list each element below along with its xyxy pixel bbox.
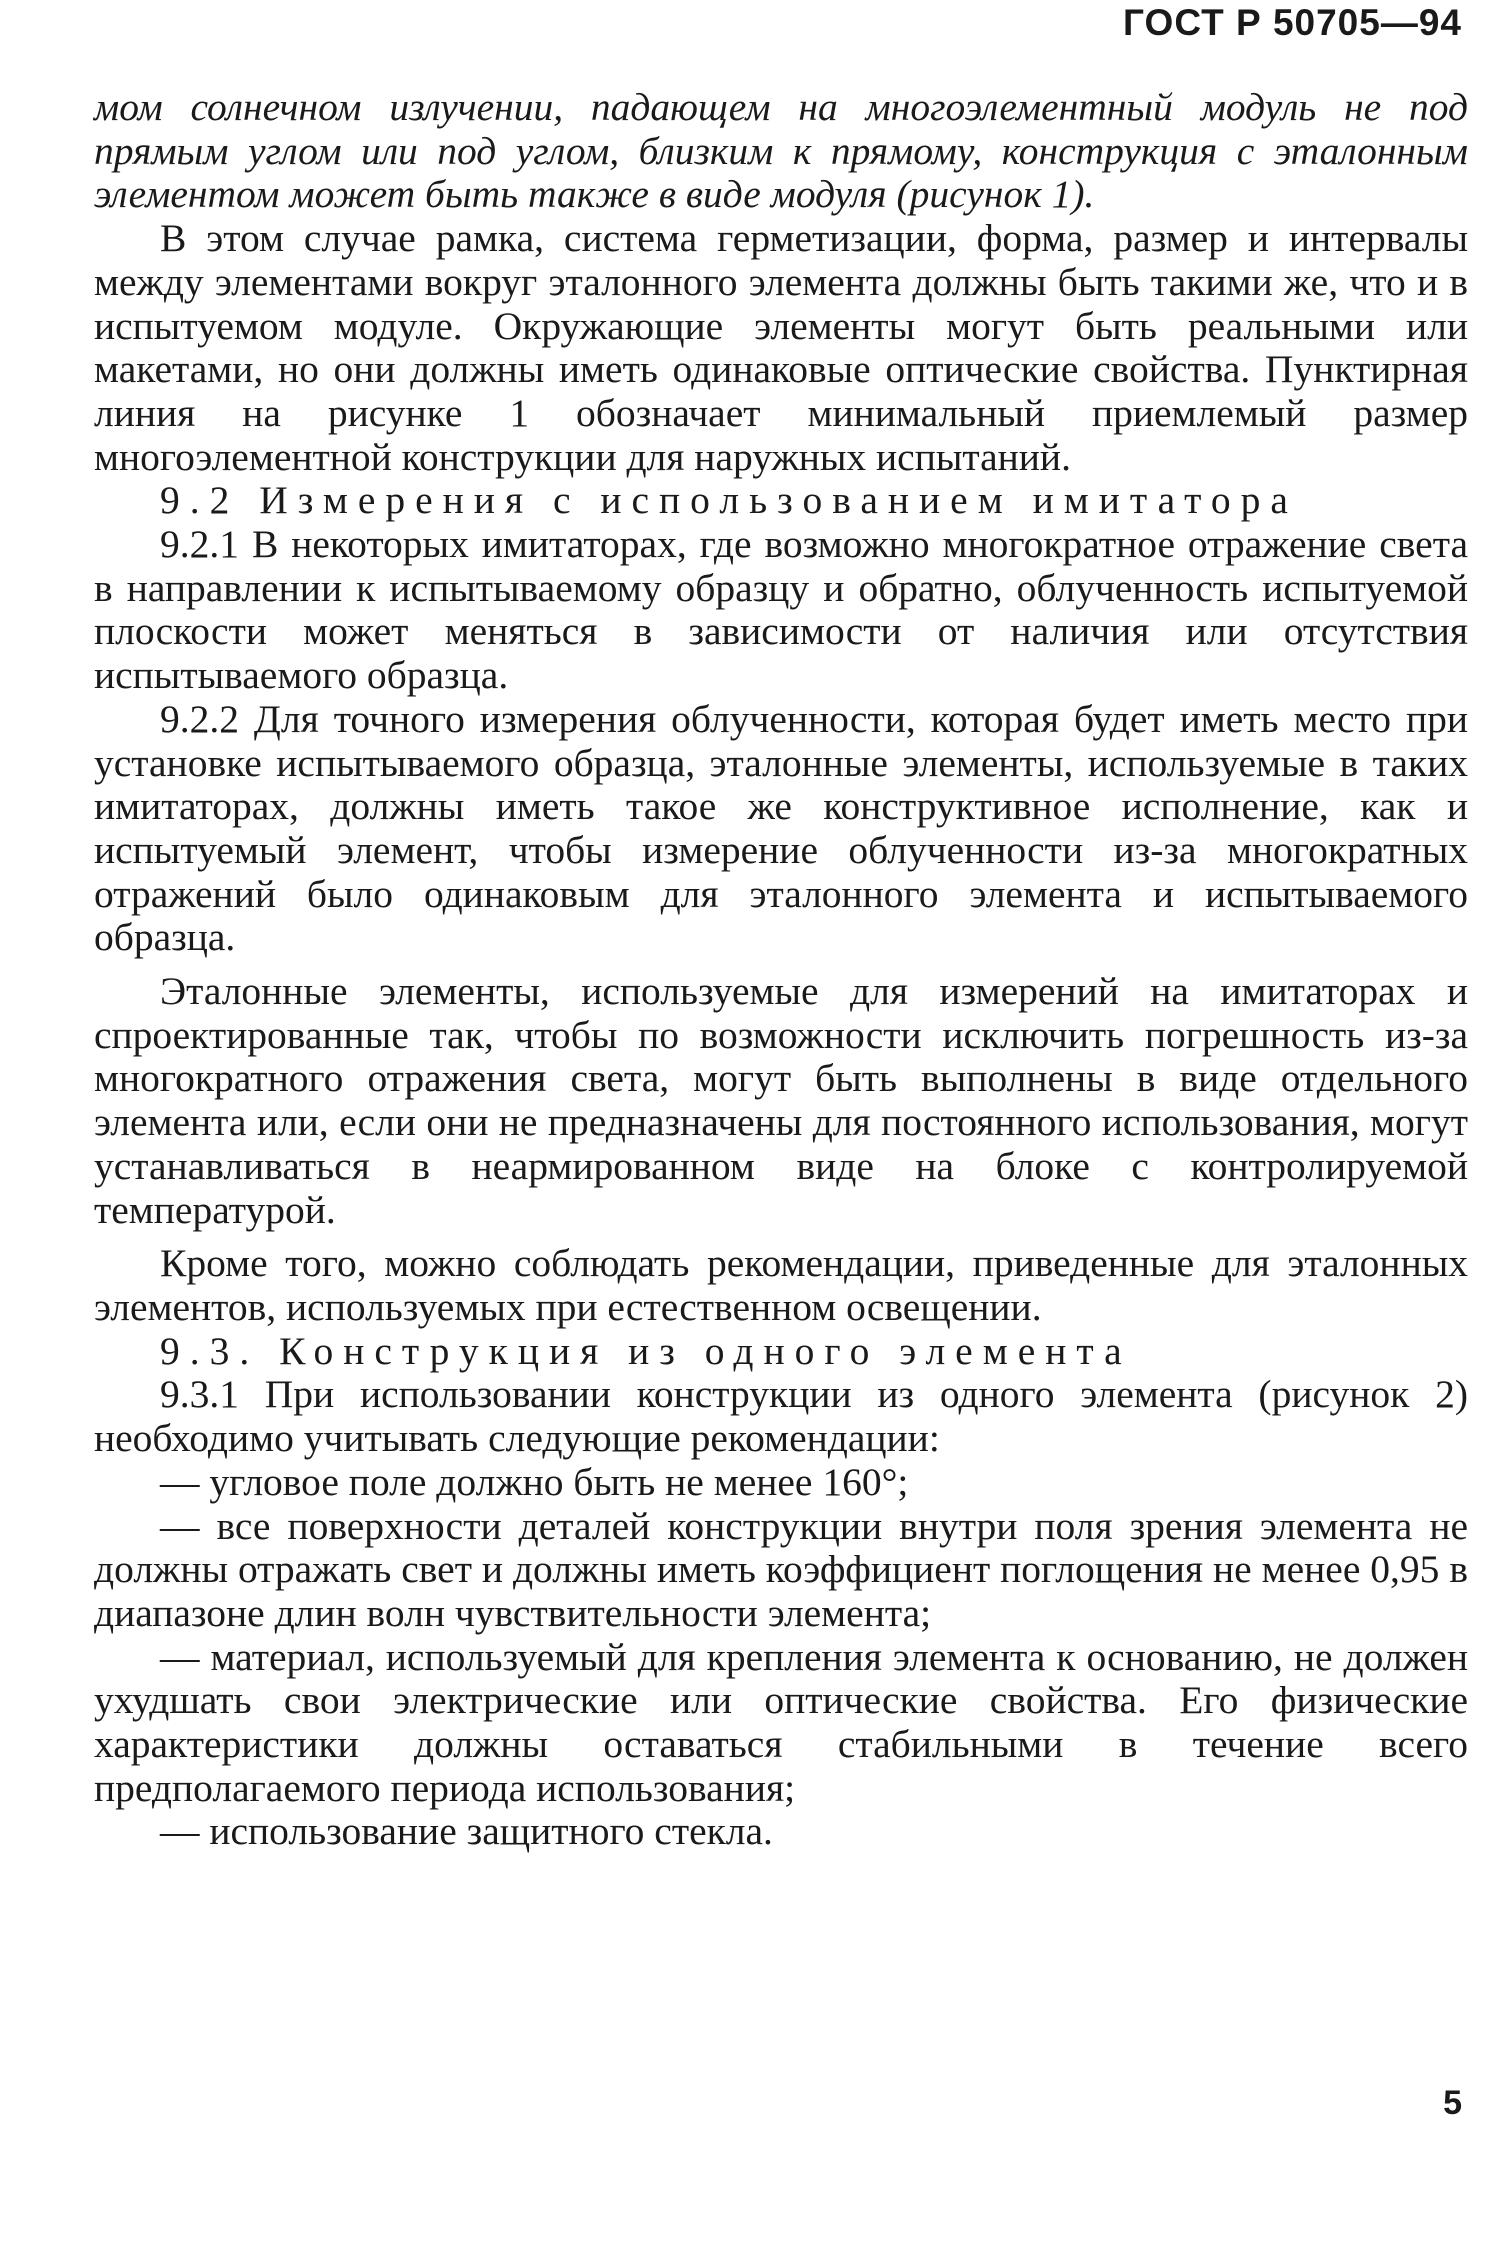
body-text [94,86,1468,1854]
list-item: — угловое поле должно быть не менее 160°; [160,1459,909,1504]
section-heading-9-3: 9.3. Конструкция из одного элемента [160,1328,1132,1373]
paragraph-9-3-1: 9.3.1 При использовании конструкции из одного элемента (рисунок 2) необходимо учитывать следующие рекомендации: [94,1372,1468,1461]
paragraph: Кроме того, можно соблюдать рекомендации, приведенные для эталонных элементов, используемых при естественном освещении. [94,1241,1468,1329]
section-heading-9-2: 9.2 Измерения с использованием имитатора [160,478,1298,523]
paragraph: В этом случае рамка, система герметизации, форма, размер и интервалы между элементами вокруг эталонного элемента должны быть такими же, что и в испытуемом модуле. Окружающие элементы могут быть реальными или макетами, но они должны иметь одинаковые оптические свойства. Пунктирная линия на рисунке 1 обозначает минимальный приемлемый размер многоэлементной конструкции для наружных испытаний. [94,216,1468,479]
paragraph-continuation: мом солнечном излучении, падающем на многоэлементный модуль не под прямым углом или под углом, близким к прямому, конструкция с эталонным элементом может быть также в виде модуля (рисунок 1). [94,85,1468,217]
paragraph: Эталонные элементы, используемые для измерений на имитаторах и спроектированные так, чтобы по возможности исключить погрешность из-за многократного отражения света, могут быть выполнены в виде отдельного элемента или, если они не предназначены для постоянного использования, могут устанавливаться в неармированном виде на блоке с контролируемой температурой. [94,969,1468,1232]
list-item: — материал, используемый для крепления элемента к основанию, не должен ухудшать свои электрические или оптические свойства. Его физические характеристики должны оставаться стабильными в течение всего предполагаемого периода использования; [94,1634,1468,1810]
paragraph-9-2-1: 9.2.1 В некоторых имитаторах, где возможно многократное отражение света в направлении к испытываемому образцу и обратно, облученность испытуемой плоскости может меняться в зависимости от наличия или отсутствия испытываемого образца. [94,522,1468,698]
paragraph-9-2-2: 9.2.2 Для точного измерения облученности, которая будет иметь место при установке испытываемого образца, эталонные элементы, используемые в таких имитаторах, должны иметь такое же конструктивное исполнение, как и испытуемый элемент, чтобы измерение облученности из-за многократных отражений было одинаковым для эталонного элемента и испытываемого образца. [94,696,1468,960]
list-item: — все поверхности деталей конструкции внутри поля зрения элемента не должны отражать свет и должны иметь коэффициент поглощения не менее 0,95 в диапазоне длин волн чувствительности элемента; [94,1503,1468,1635]
list-item: — использование защитного стекла. [160,1809,773,1854]
page-number: 5 [1443,2084,1462,2122]
standard-header: ГОСТ Р 50705—94 [1123,2,1462,43]
